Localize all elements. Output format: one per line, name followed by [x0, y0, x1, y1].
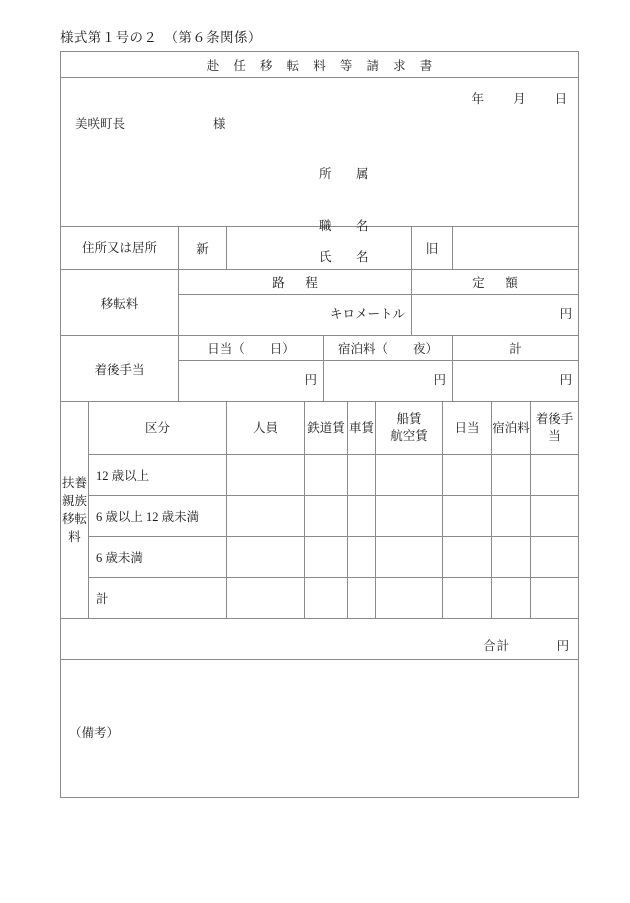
arrival-total-header: 計	[453, 336, 579, 361]
dependents-cell-1-4[interactable]	[443, 496, 492, 537]
dependents-cell-1-2[interactable]	[348, 496, 376, 537]
dependents-col-header-chakugoteate: 着後手当	[531, 402, 579, 455]
remarks-box[interactable]: （備考）	[61, 660, 579, 798]
arrival-daily-header: 日当（ 日）	[179, 336, 324, 361]
dependents-cell-2-3[interactable]	[376, 537, 443, 578]
date-year-label: 年	[471, 92, 486, 106]
date-month-label: 月	[513, 92, 527, 106]
dependents-cell-3-4[interactable]	[443, 578, 492, 619]
addressee-honorific: 様	[213, 117, 226, 131]
dependents-col-header-nitto: 日当	[443, 402, 492, 455]
sender-block	[319, 164, 375, 265]
moving-fee-amount-input[interactable]: 円	[412, 295, 579, 336]
dependents-cell-3-5[interactable]	[492, 578, 531, 619]
form-title: 赴 任 移 転 料 等 請 求 書	[61, 52, 579, 78]
dependents-row-label-2: 6 歳未満	[89, 537, 227, 578]
dependents-cell-2-2[interactable]	[348, 537, 376, 578]
dependents-row-label-0: 12 歳以上	[89, 455, 227, 496]
arrival-daily-input[interactable]: 円	[179, 361, 324, 402]
arrival-total-input[interactable]: 円	[453, 361, 579, 402]
address-new-label: 新	[179, 227, 227, 270]
grand-total-row	[61, 619, 579, 660]
dependents-cell-1-0[interactable]	[227, 496, 305, 537]
dependents-cell-2-1[interactable]	[305, 537, 348, 578]
dependents-cell-3-3[interactable]	[376, 578, 443, 619]
arrival-lodging-input[interactable]: 円	[324, 361, 453, 402]
senchin-line1: 船賃	[396, 411, 422, 426]
form-number-label: 様式第１号の２ （第６条関係）	[60, 30, 262, 45]
dependents-col-header-senchin-kokuchin	[376, 402, 443, 455]
header-block-row	[61, 78, 579, 227]
dependents-cell-3-1[interactable]	[305, 578, 348, 619]
address-label: 住所又は居所	[61, 227, 179, 270]
dependents-row-label-3: 計	[89, 578, 227, 619]
arrival-allowance-label: 着後手当	[61, 336, 179, 402]
dependents-col-header-shukuhakuryo: 宿泊料	[492, 402, 531, 455]
moving-fee-amount-header: 定 額	[412, 270, 579, 295]
grand-total-label: 合計	[483, 639, 511, 653]
name-label: 氏 名	[319, 250, 375, 264]
arrival-lodging-header: 宿泊料（ 夜）	[324, 336, 453, 361]
dependents-cell-1-1[interactable]	[305, 496, 348, 537]
dependents-cell-1-6[interactable]	[531, 496, 579, 537]
address-old-input[interactable]	[453, 227, 579, 270]
table-row	[61, 496, 579, 537]
dependents-cell-2-6[interactable]	[531, 537, 579, 578]
title-row	[61, 52, 579, 78]
dependents-cell-3-2[interactable]	[348, 578, 376, 619]
dependents-vertical-label-text: 扶養親族移転料	[61, 475, 87, 545]
arrival-allowance-header-row	[61, 336, 579, 361]
dependents-header-row	[61, 402, 579, 455]
dependents-col-header-shachin: 車賃	[348, 402, 376, 455]
claim-form-table	[60, 51, 579, 798]
affiliation-label: 所 属	[319, 167, 375, 181]
dependents-col-header-jinin: 人員	[227, 402, 305, 455]
dependents-cell-2-5[interactable]	[492, 537, 531, 578]
moving-fee-distance-input[interactable]: キロメートル	[179, 295, 412, 336]
date-day-label: 日	[554, 92, 569, 106]
dependents-cell-3-0[interactable]	[227, 578, 305, 619]
table-row	[61, 537, 579, 578]
position-label: 職 名	[319, 219, 375, 233]
remarks-row	[61, 660, 579, 798]
dependents-cell-0-4[interactable]	[443, 455, 492, 496]
moving-fee-label: 移転料	[61, 270, 179, 336]
dependents-cell-3-6[interactable]	[531, 578, 579, 619]
dependents-cell-0-5[interactable]	[492, 455, 531, 496]
dependents-cell-1-5[interactable]	[492, 496, 531, 537]
dependents-cell-0-6[interactable]	[531, 455, 579, 496]
addressee-name: 美咲町長	[75, 117, 126, 131]
dependents-cell-0-0[interactable]	[227, 455, 305, 496]
dependents-cell-2-0[interactable]	[227, 537, 305, 578]
date-line	[472, 89, 569, 107]
addressee	[75, 114, 226, 132]
dependents-cell-1-3[interactable]	[376, 496, 443, 537]
table-row	[61, 578, 579, 619]
dependents-col-header-kubun: 区分	[89, 402, 227, 455]
dependents-cell-0-3[interactable]	[376, 455, 443, 496]
dependents-col-header-tetsudochin: 鉄道賃	[305, 402, 348, 455]
grand-total-unit: 円	[556, 639, 570, 653]
dependents-vertical-label	[61, 402, 89, 619]
moving-fee-distance-header: 路 程	[179, 270, 412, 295]
dependents-cell-0-1[interactable]	[305, 455, 348, 496]
moving-fee-header-row	[61, 270, 579, 295]
senchin-line2: 航空賃	[390, 429, 428, 443]
dependents-cell-0-2[interactable]	[348, 455, 376, 496]
grand-total-cell[interactable]	[61, 619, 579, 660]
table-row	[61, 455, 579, 496]
dependents-row-label-1: 6 歳以上 12 歳未満	[89, 496, 227, 537]
dependents-cell-2-4[interactable]	[443, 537, 492, 578]
address-old-label: 旧	[412, 227, 453, 270]
